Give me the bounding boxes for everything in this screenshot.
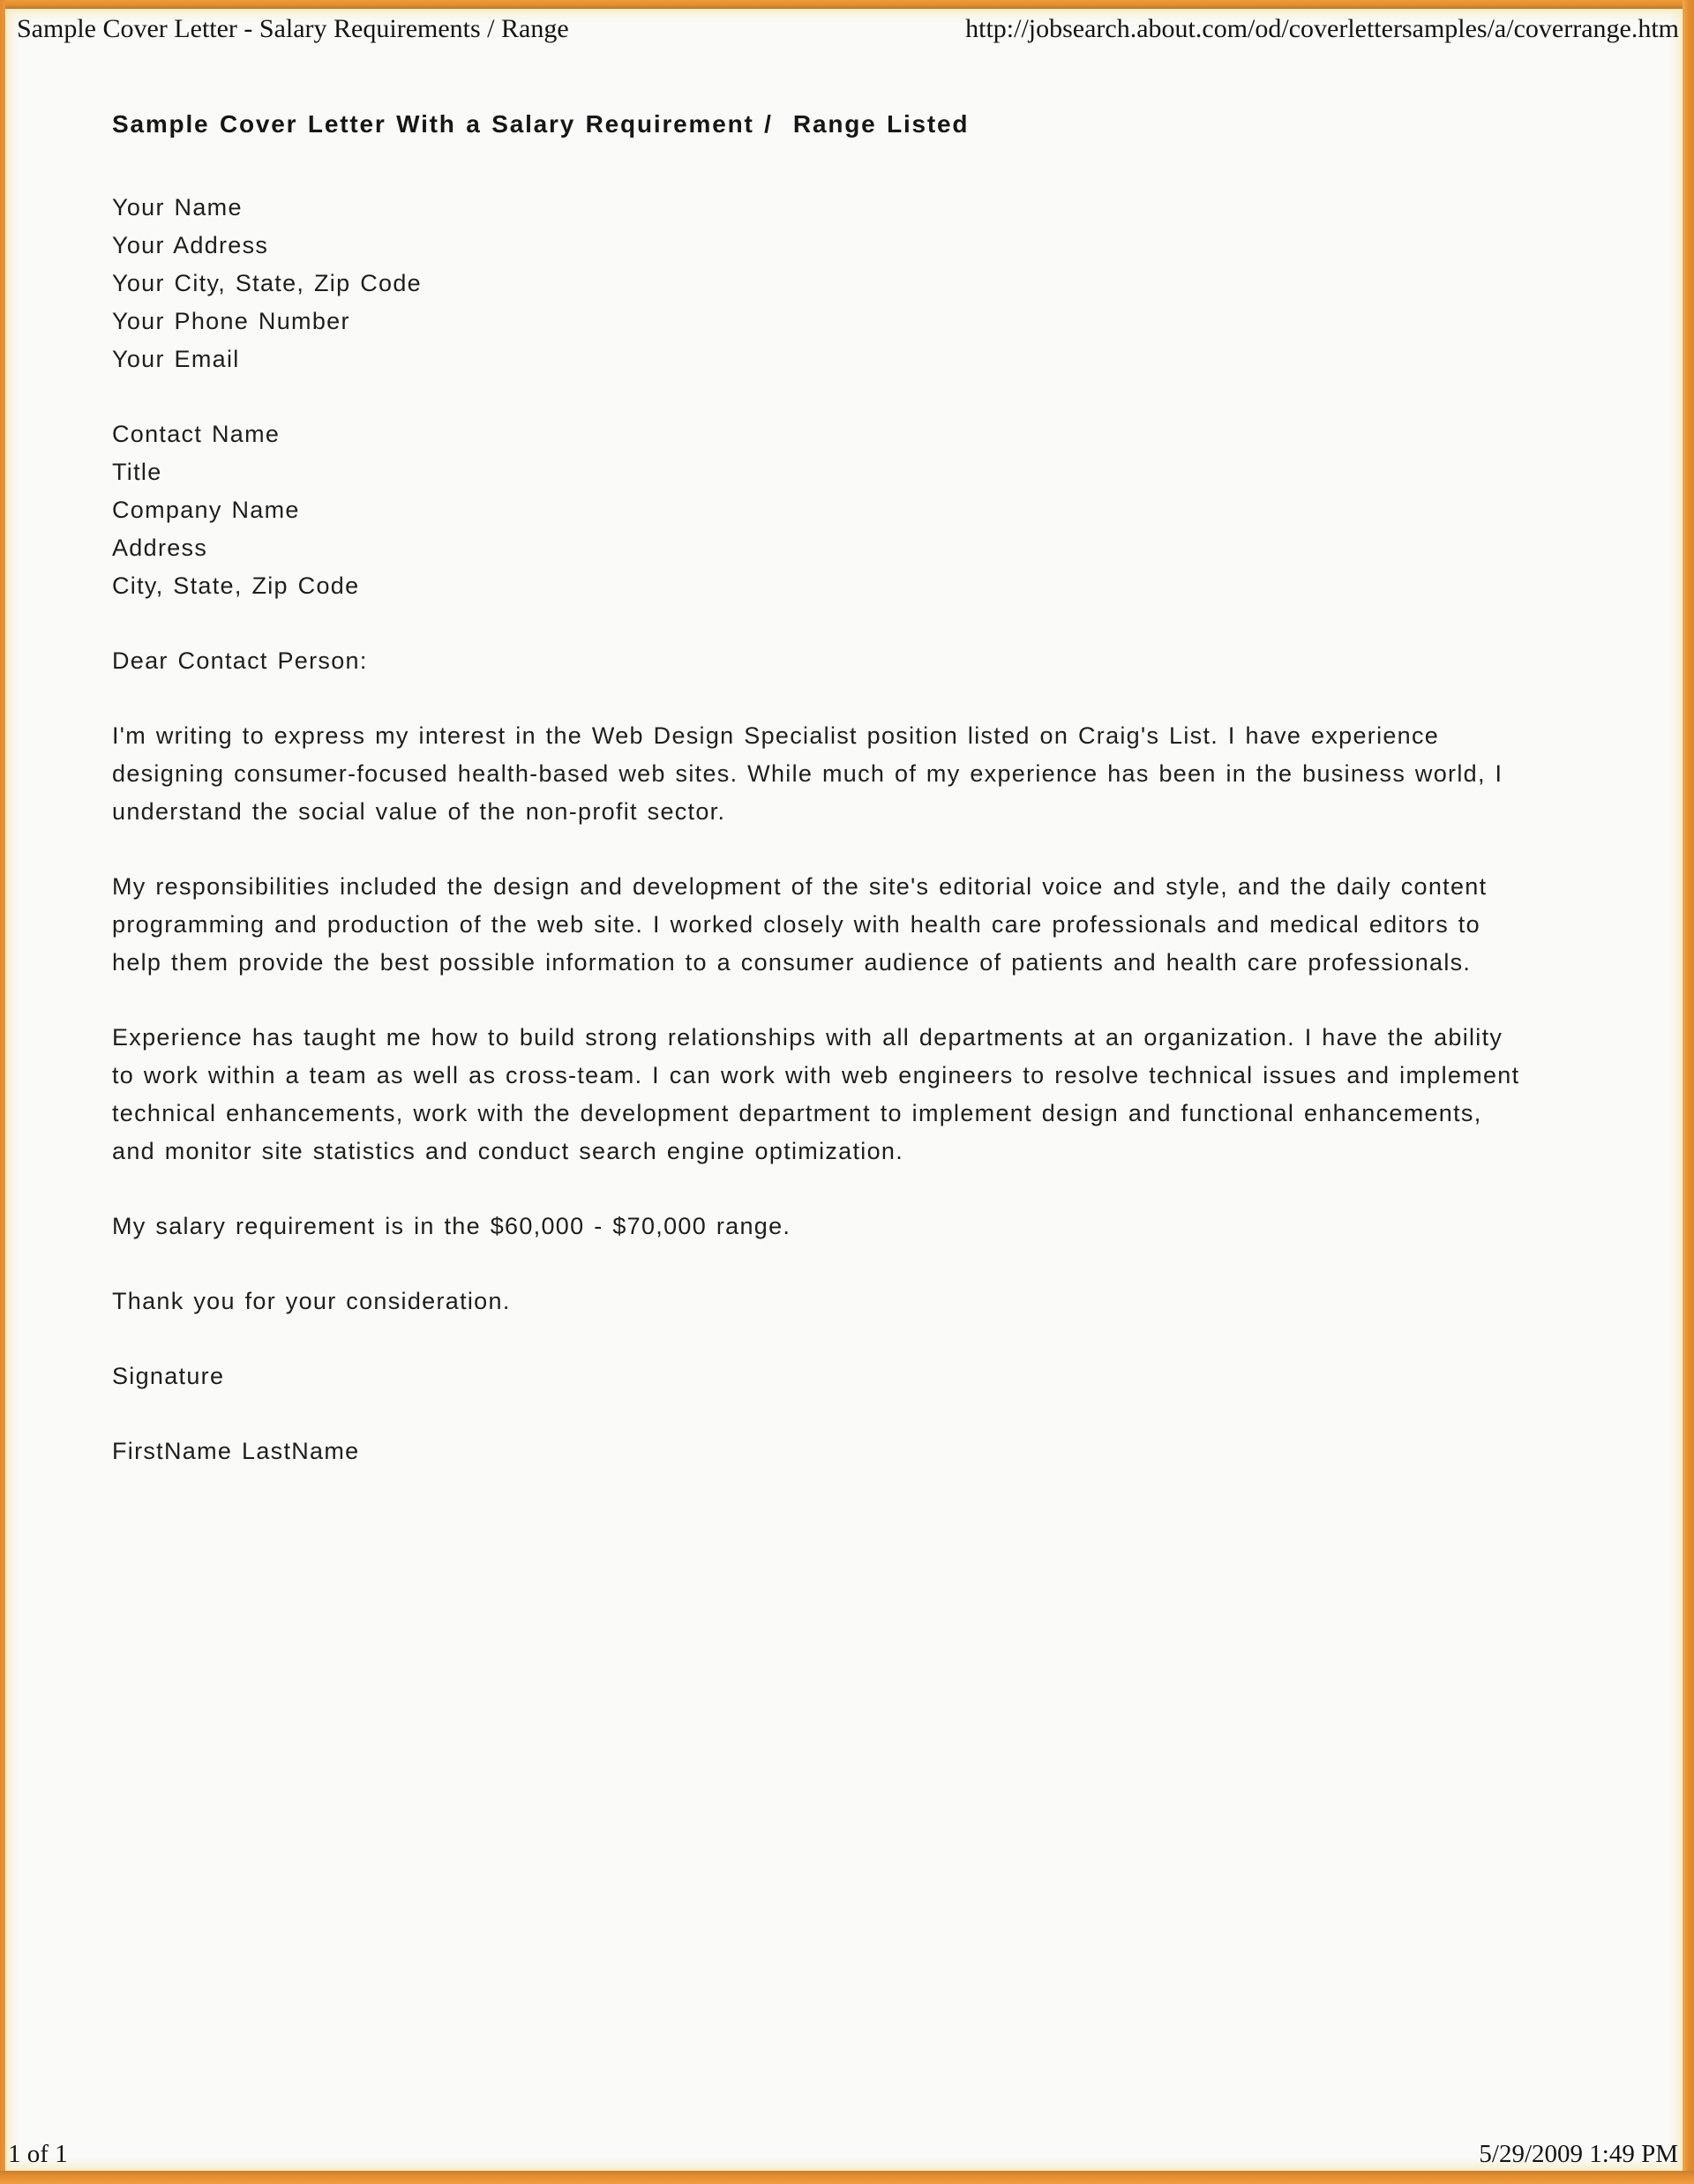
paragraph-line: and monitor site statistics and conduct search engine optimization.	[112, 1138, 904, 1164]
sender-address-block	[112, 189, 1541, 378]
recipient-address-line: Address	[112, 535, 208, 561]
salary-requirement	[112, 1208, 1541, 1245]
paragraph-line: to work within a team as well as cross-team. I can work with web engineers to resolve technical issues and implement	[112, 1062, 1520, 1088]
recipient-address-block	[112, 415, 1541, 605]
closing-line: Thank you for your consideration.	[112, 1288, 511, 1314]
frame-bottom-border	[0, 2171, 1694, 2184]
salutation-line: Dear Contact Person:	[112, 647, 368, 674]
recipient-company-line: Company Name	[112, 497, 300, 523]
header-source-url: http://jobsearch.about.com/od/coverlettersamples/a/coverrange.htm	[965, 14, 1679, 43]
paragraph-line: designing consumer-focused health-based web sites. While much of my experience has been in the business world, I	[112, 760, 1503, 787]
letter-title: Sample Cover Letter With a Salary Requirement / Range Listed	[112, 110, 970, 138]
footer-timestamp: 5/29/2009 1:49 PM	[1479, 2140, 1678, 2169]
recipient-name-line: Contact Name	[112, 421, 281, 447]
salutation	[112, 642, 1541, 680]
sender-name-line: Your Name	[112, 194, 243, 221]
paragraph-line: technical enhancements, work with the development department to implement design and functional enhancements,	[112, 1100, 1482, 1126]
cover-letter	[112, 0, 1541, 1470]
sender-address-line: Your Address	[112, 232, 269, 258]
signature-name-block	[112, 1432, 1541, 1470]
paragraph-line: I'm writing to express my interest in the Web Design Specialist position listed on Craig's List. I have experience	[112, 722, 1440, 749]
paragraph-line: programming and production of the web site. I worked closely with health care professionals and medical editors to	[112, 911, 1480, 938]
frame-right-border	[1683, 0, 1694, 2184]
closing	[112, 1283, 1541, 1320]
signature-label: Signature	[112, 1363, 225, 1389]
header-document-title: Sample Cover Letter - Salary Requirements / Range	[17, 14, 569, 43]
recipient-city-line: City, State, Zip Code	[112, 572, 360, 599]
paragraph-experience	[112, 1019, 1541, 1171]
paragraph-responsibilities	[112, 868, 1541, 982]
frame-left-border	[0, 0, 5, 2184]
paragraph-line: help them provide the best possible information to a consumer audience of patients and health care professionals.	[112, 949, 1472, 976]
paragraph-line: My responsibilities included the design and development of the site's editorial voice and style, and the daily content	[112, 873, 1488, 900]
print-footer	[5, 2141, 1680, 2169]
sender-email-line: Your Email	[112, 346, 240, 372]
footer-page-number: 1 of 1	[8, 2140, 68, 2169]
salary-line: My salary requirement is in the $60,000 - $70,000 range.	[112, 1213, 791, 1239]
paragraph-line: understand the social value of the non-profit sector.	[112, 798, 726, 825]
recipient-title-line: Title	[112, 459, 162, 485]
paragraph-intro	[112, 717, 1541, 831]
signature-label-block	[112, 1358, 1541, 1395]
sender-city-line: Your City, State, Zip Code	[112, 270, 422, 296]
paragraph-line: Experience has taught me how to build strong relationships with all departments at an organization. I have the ability	[112, 1024, 1503, 1051]
sender-phone-line: Your Phone Number	[112, 308, 350, 334]
signature-name: FirstName LastName	[112, 1438, 360, 1464]
